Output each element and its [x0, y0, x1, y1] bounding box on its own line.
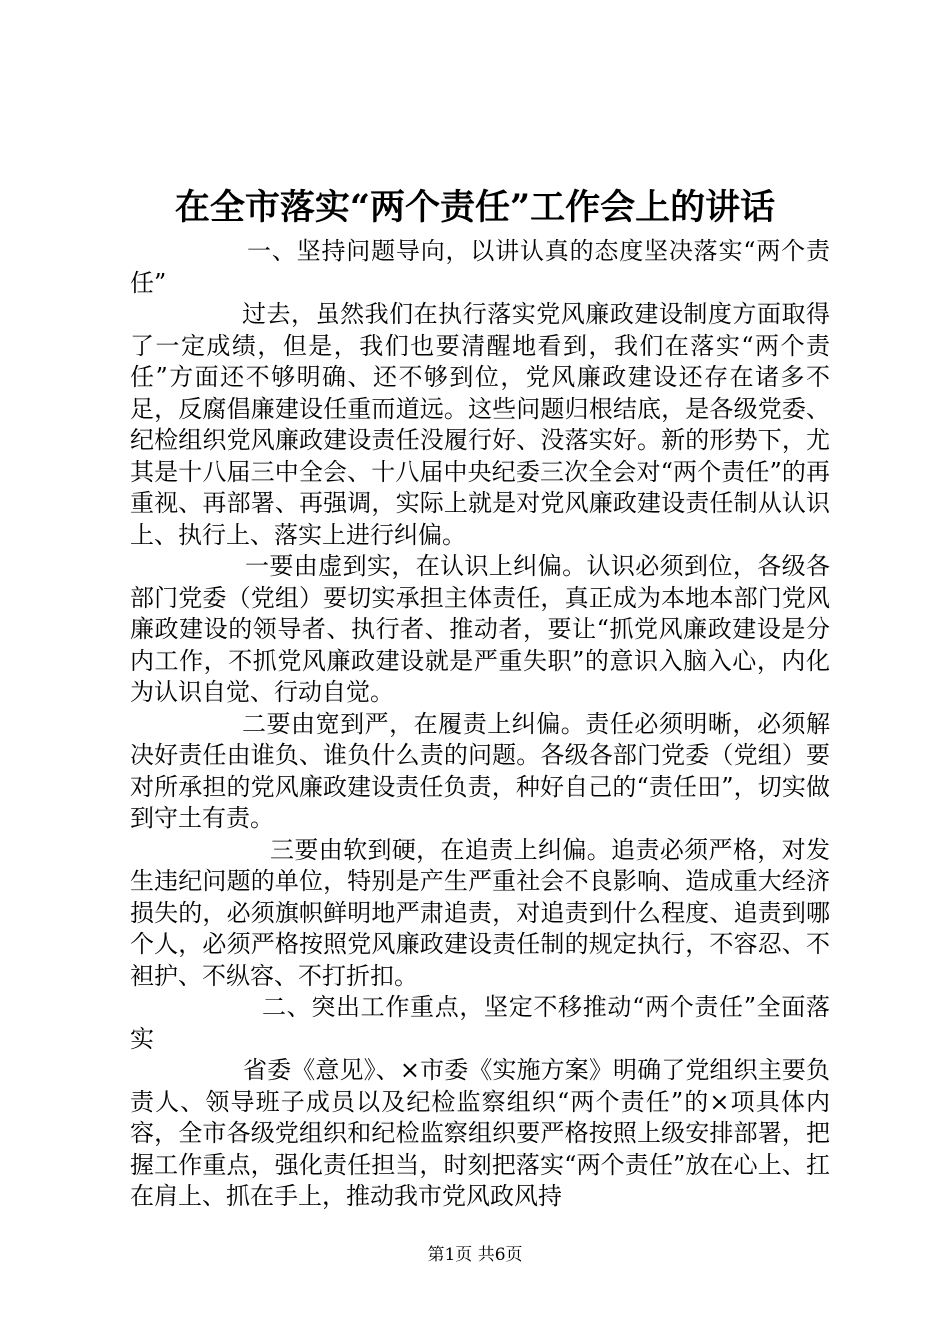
paragraph-point-one: 一要由虚到实，在认识上纠偏。认识必须到位，各级各部门党委（党组）要切实承担主体责任，真正成为本地本部门党风廉政建设的领导者、执行者、推动者，要让“抓党风廉政建设是分内工作，不抓党风廉政建设就是严重失职”的意识入脑入心，内化为认识自觉、行动自觉。 [130, 552, 830, 706]
document-body [130, 236, 830, 1213]
section-heading-2: 二、突出工作重点，坚定不移推动“两个责任”全面落实 [130, 993, 830, 1053]
page-number: 第1页 共6页 [427, 1245, 523, 1265]
page-title: 在全市落实“两个责任”工作会上的讲话 [174, 187, 776, 228]
paragraph-provincial-opinions: 省委《意见》、×市委《实施方案》明确了党组织主要负责人、领导班子成员以及纪检监察组织“两个责任”的×项具体内容，全市各级党组织和纪检监察组织要严格按照上级安排部署，把握工作重点，强化责任担当，时刻把落实“两个责任”放在心上、扛在肩上、抓在手上，推动我市党风政风持 [130, 1056, 830, 1210]
paragraph-past-achievements: 过去，虽然我们在执行落实党风廉政建设制度方面取得了一定成绩，但是，我们也要清醒地看到，我们在落实“两个责任”方面还不够明确、还不够到位，党风廉政建设还存在诸多不足，反腐倡廉建设任重而道远。这些问题归根结底，是各级党委、纪检组织党风廉政建设责任没履行好、没落实好。新的形势下，尤其是十八届三中全会、十八届中央纪委三次全会对“两个责任”的再重视、再部署、再强调，实际上就是对党风廉政建设责任制从认识上、执行上、落实上进行纠偏。 [130, 300, 830, 549]
paragraph-point-three: 三要由软到硬，在追责上纠偏。追责必须严格，对发生违纪问题的单位，特别是产生严重社会不良影响、造成重大经济损失的，必须旗帜鲜明地严肃追责，对追责到什么程度、追责到哪个人，必须严格按照党风廉政建设责任制的规定执行，不容忍、不袒护、不纵容、不打折扣。 [130, 835, 830, 990]
paragraph-point-two: 二要由宽到严，在履责上纠偏。责任必须明晰，必须解决好责任由谁负、谁负什么责的问题。各级各部门党委（党组）要对所承担的党风廉政建设责任负责，种好自己的“责任田”，切实做到守土有责。 [130, 709, 830, 832]
section-heading-1: 一、坚持问题导向，以讲认真的态度坚决落实“两个责任” [130, 237, 830, 297]
